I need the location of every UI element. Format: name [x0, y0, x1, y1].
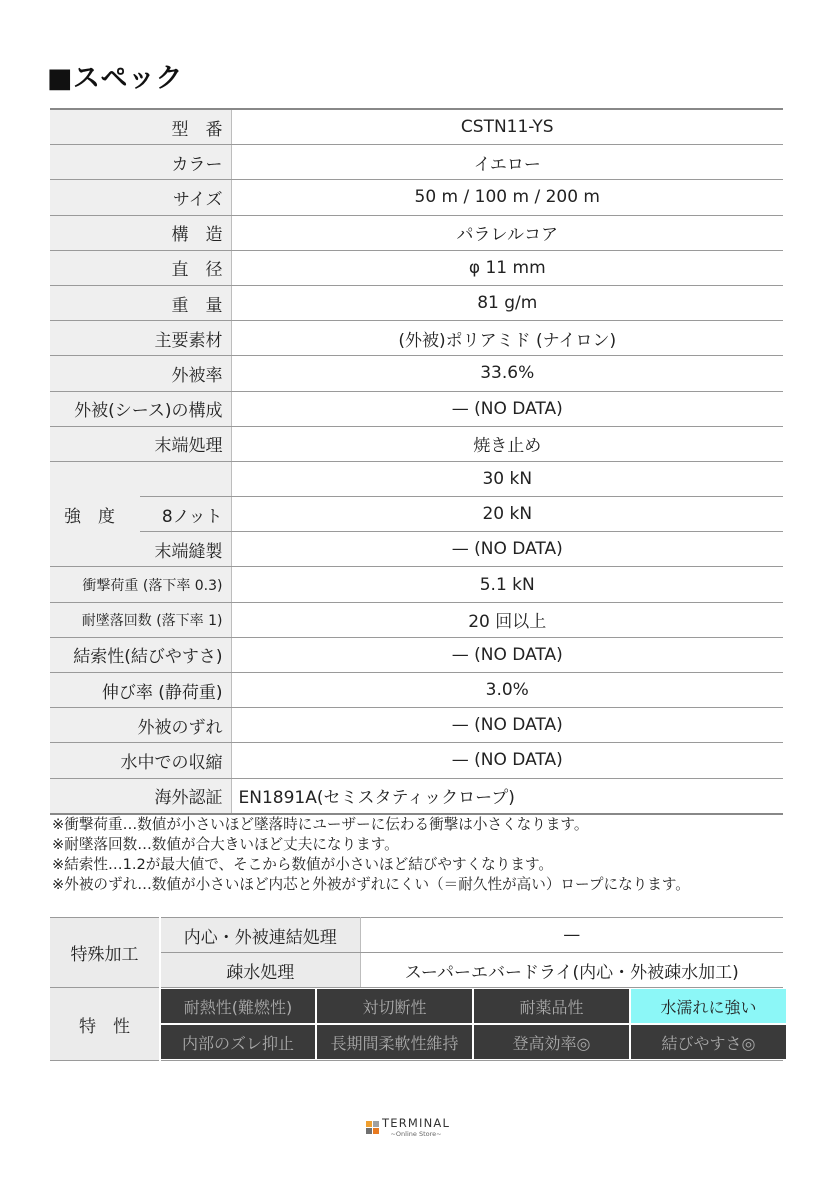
logo-mark-square	[366, 1121, 372, 1127]
table-row	[50, 988, 783, 1061]
logo-sub-text: ~Online Store~	[390, 1129, 442, 1138]
spec-label-end-treatment: 末端処理	[50, 426, 231, 461]
table-row	[50, 356, 783, 391]
spec-label-falls: 耐墜落回数 (落下率 1)	[50, 602, 231, 637]
table-row	[50, 391, 783, 426]
page-title: ■スペック	[47, 63, 184, 94]
spec-value-falls: 20 回以上	[231, 602, 783, 637]
spec-label-sheath-structure: 外被(シース)の構成	[50, 391, 231, 426]
spec-value-impact: 5.1 kN	[231, 567, 783, 602]
feature-badge: 耐熱性(難燃性)	[161, 989, 315, 1023]
feature-badge: 結びやすさ◎	[631, 1025, 786, 1059]
spec-label-sheath-ratio: 外被率	[50, 356, 231, 391]
logo-mark-square	[373, 1128, 379, 1134]
spec-label-knotability: 結索性(結びやすさ)	[50, 637, 231, 672]
table-row	[50, 461, 783, 496]
spec-value-knot: 20 kN	[231, 497, 783, 532]
table-row	[50, 743, 783, 778]
table-row	[50, 637, 783, 672]
special-bonding-label: 内心・外被連結処理	[160, 918, 360, 953]
spec-label-size: サイズ	[50, 180, 231, 215]
table-row	[50, 918, 783, 953]
feature-badge: 水濡れに強い	[631, 989, 786, 1023]
note-line: ※衝撃荷重…数値が小さいほど墜落時にユーザーに伝わる衝撃は小さくなります。	[52, 816, 589, 833]
spec-label-diameter: 直 径	[50, 250, 231, 285]
spec-value-slippage: — (NO DATA)	[231, 708, 783, 743]
spec-label-color: カラー	[50, 145, 231, 180]
spec-value-color: イエロー	[231, 145, 783, 180]
note-line: ※耐墜落回数…数値が合大きいほど丈夫になります。	[52, 836, 399, 853]
table-row	[50, 109, 783, 145]
spec-value-model: CSTN11-YS	[231, 109, 783, 145]
spec-label-strength: 強 度	[50, 461, 140, 567]
spec-value-weight: 81 g/m	[231, 285, 783, 320]
special-table	[50, 917, 783, 1061]
table-row	[50, 321, 783, 356]
logo-mark-icon	[366, 1121, 379, 1134]
table-row	[50, 673, 783, 708]
table-row	[50, 215, 783, 250]
spec-sublabel-sewn: 末端縫製	[140, 532, 231, 567]
table-row	[50, 180, 783, 215]
spec-value-sheath-ratio: 33.6%	[231, 356, 783, 391]
spec-value-size: 50 m / 100 m / 200 m	[231, 180, 783, 215]
special-features-label: 特 性	[50, 988, 160, 1061]
special-water-label: 疎水処理	[160, 953, 360, 988]
table-row	[50, 497, 783, 532]
spec-value-cert: EN1891A(セミスタティックロープ)	[231, 778, 783, 814]
spec-label-shrink: 水中での収縮	[50, 743, 231, 778]
logo-mark-square	[373, 1121, 379, 1127]
spec-label-weight: 重 量	[50, 285, 231, 320]
logo-text	[382, 1118, 450, 1137]
notes	[52, 815, 690, 895]
spec-value-material: (外被)ポリアミド (ナイロン)	[231, 321, 783, 356]
spec-value-sewn: — (NO DATA)	[231, 532, 783, 567]
table-row	[50, 953, 783, 988]
table-row	[50, 426, 783, 461]
spec-value-end-treatment: 焼き止め	[231, 426, 783, 461]
spec-value-elongation: 3.0%	[231, 673, 783, 708]
spec-value-diameter: φ 11 mm	[231, 250, 783, 285]
spec-value-shrink: — (NO DATA)	[231, 743, 783, 778]
spec-value-sheath-structure: — (NO DATA)	[231, 391, 783, 426]
table-row	[50, 778, 783, 814]
spec-value-knotability: — (NO DATA)	[231, 637, 783, 672]
table-row	[50, 532, 783, 567]
spec-value-structure: パラレルコア	[231, 215, 783, 250]
spec-label-slippage: 外被のずれ	[50, 708, 231, 743]
table-row	[50, 602, 783, 637]
features-grid	[161, 989, 783, 1059]
feature-badge: 耐薬品性	[474, 989, 629, 1023]
note-line: ※外被のずれ…数値が小さいほど内芯と外被がずれにくい（＝耐久性が高い）ロープになります。	[52, 876, 690, 893]
special-bonding-value: —	[360, 918, 783, 953]
spec-sublabel-blank	[140, 461, 231, 496]
note-line: ※結索性…1.2が最大値で、そこから数値が小さいほど結びやすくなります。	[52, 856, 553, 873]
spec-label-elongation: 伸び率 (静荷重)	[50, 673, 231, 708]
spec-sublabel-knot: 8ノット	[140, 497, 231, 532]
features-cell	[160, 988, 783, 1061]
table-row	[50, 250, 783, 285]
table-row	[50, 567, 783, 602]
spec-table	[50, 108, 783, 815]
spec-label-structure: 構 造	[50, 215, 231, 250]
logo	[366, 1118, 450, 1137]
special-water-value: スーパーエバードライ(内心・外被疎水加工)	[360, 953, 783, 988]
spec-label-cert: 海外認証	[50, 778, 231, 814]
feature-badge: 長期間柔軟性維持	[317, 1025, 472, 1059]
feature-badge: 内部のズレ抑止	[161, 1025, 315, 1059]
logo-main-text: TERMINAL	[382, 1116, 451, 1130]
spec-value-strength: 30 kN	[231, 461, 783, 496]
feature-badge: 対切断性	[317, 989, 472, 1023]
spec-label-material: 主要素材	[50, 321, 231, 356]
table-row	[50, 145, 783, 180]
logo-mark-square	[366, 1128, 372, 1134]
feature-badge: 登高効率◎	[474, 1025, 629, 1059]
table-row	[50, 708, 783, 743]
table-row	[50, 285, 783, 320]
special-processing-label: 特殊加工	[50, 918, 160, 988]
spec-label-impact: 衝撃荷重 (落下率 0.3)	[50, 567, 231, 602]
spec-label-model: 型 番	[50, 109, 231, 145]
